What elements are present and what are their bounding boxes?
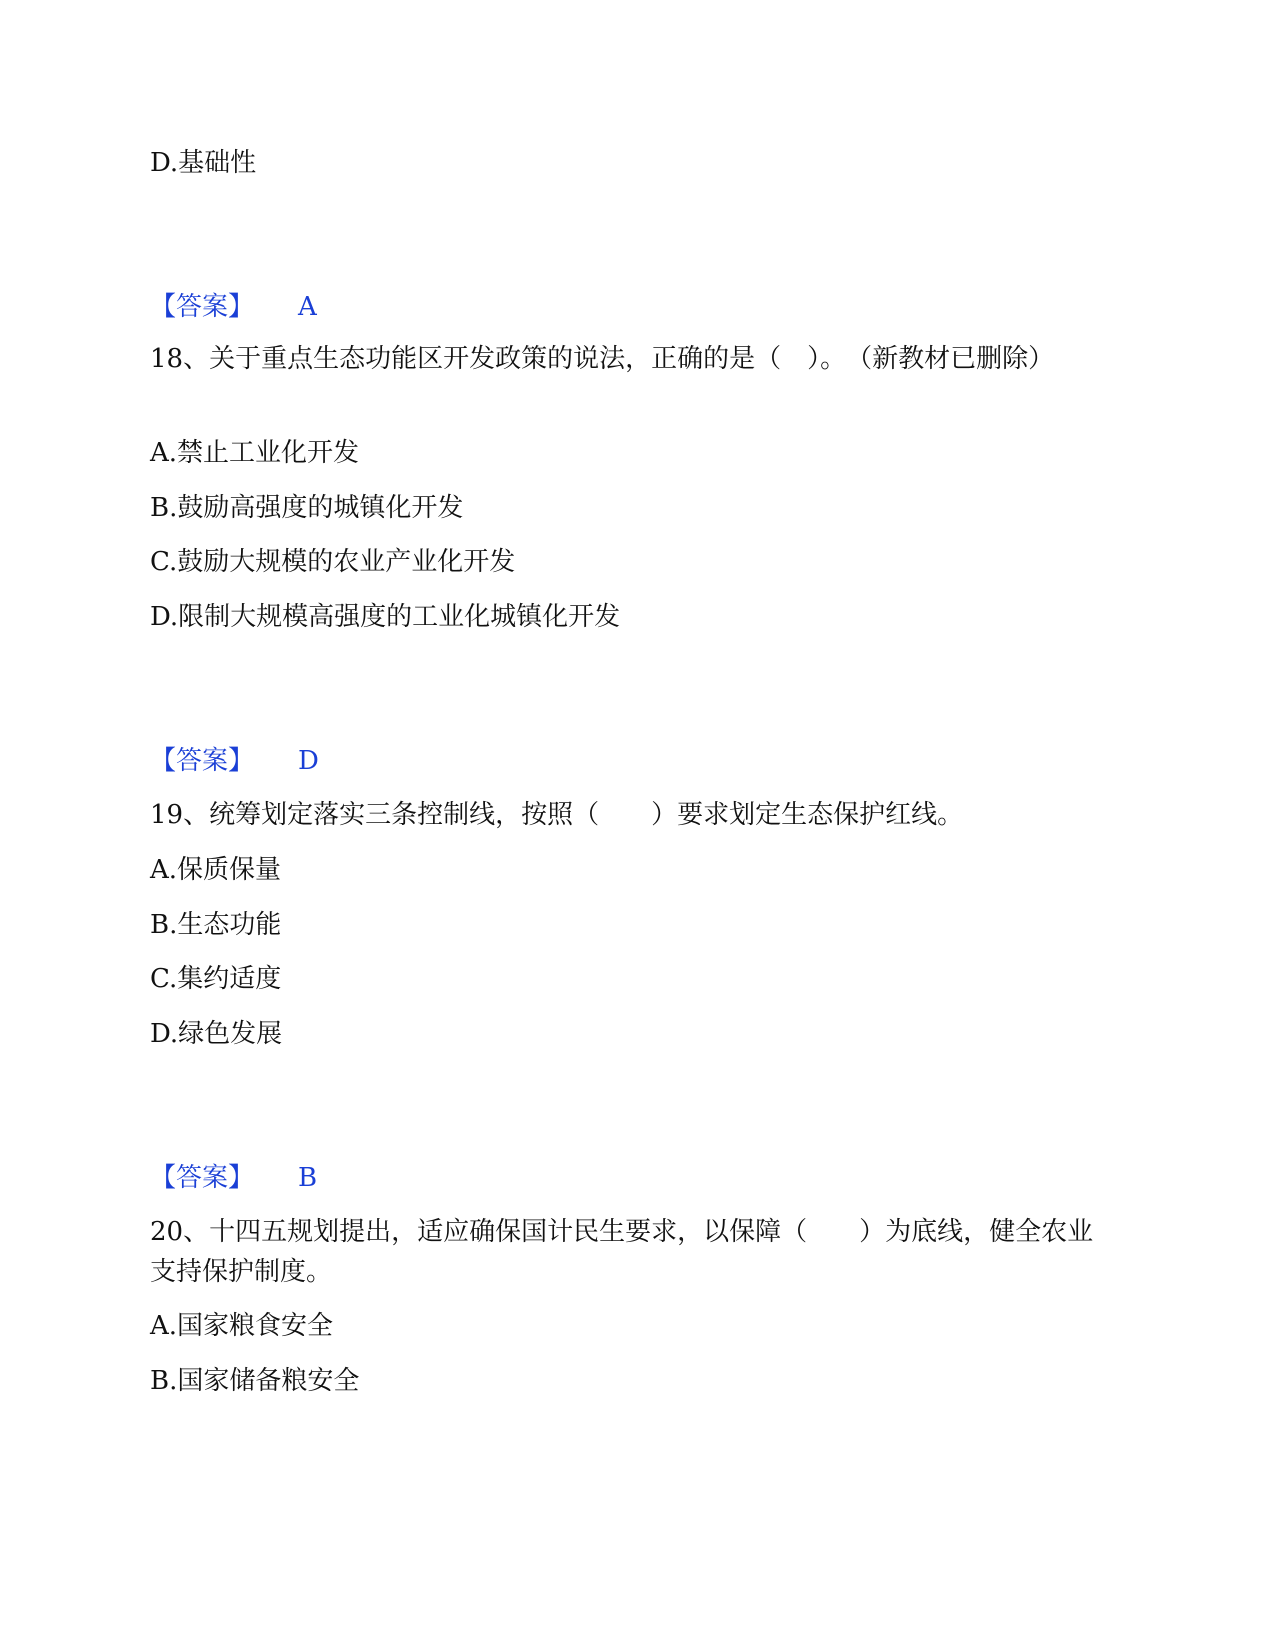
answer-label: 【答案】 <box>150 1163 255 1193</box>
answer-label: 【答案】 <box>150 746 255 776</box>
answer-label: 【答案】 <box>150 292 255 322</box>
answer-letter: A <box>298 292 317 322</box>
option-d-prev: D.基础性 <box>150 148 257 178</box>
q18-option-b: B.鼓励高强度的城镇化开发 <box>150 493 464 523</box>
q19-option-c: C.集约适度 <box>150 964 282 994</box>
q18-option-a: A.禁止工业化开发 <box>150 438 360 468</box>
q18-option-c: C.鼓励大规模的农业产业化开发 <box>150 547 516 577</box>
q20-option-b: B.国家储备粮安全 <box>150 1366 360 1396</box>
question-19: 19、统筹划定落实三条控制线，按照（ ）要求划定生态保护红线。 <box>150 800 964 830</box>
question-20: 20、十四五规划提出，适应确保国计民生要求，以保障（ ）为底线，健全农业支持保护制度。 <box>150 1217 1094 1287</box>
q20-option-a: A.国家粮食安全 <box>150 1311 334 1341</box>
answer-q19 <box>150 1158 317 1198</box>
question-18: 18、关于重点生态功能区开发政策的说法，正确的是（ ）。 （新教材已删除） <box>150 344 1055 374</box>
answer-q17 <box>150 287 317 327</box>
q19-option-b: B.生态功能 <box>150 910 282 940</box>
answer-letter: B <box>298 1163 318 1193</box>
q19-option-a: A.保质保量 <box>150 855 282 885</box>
answer-letter: D <box>298 746 319 776</box>
q19-option-d: D.绿色发展 <box>150 1019 283 1049</box>
q18-option-d: D.限制大规模高强度的工业化城镇化开发 <box>150 602 621 632</box>
answer-q18 <box>150 741 319 781</box>
